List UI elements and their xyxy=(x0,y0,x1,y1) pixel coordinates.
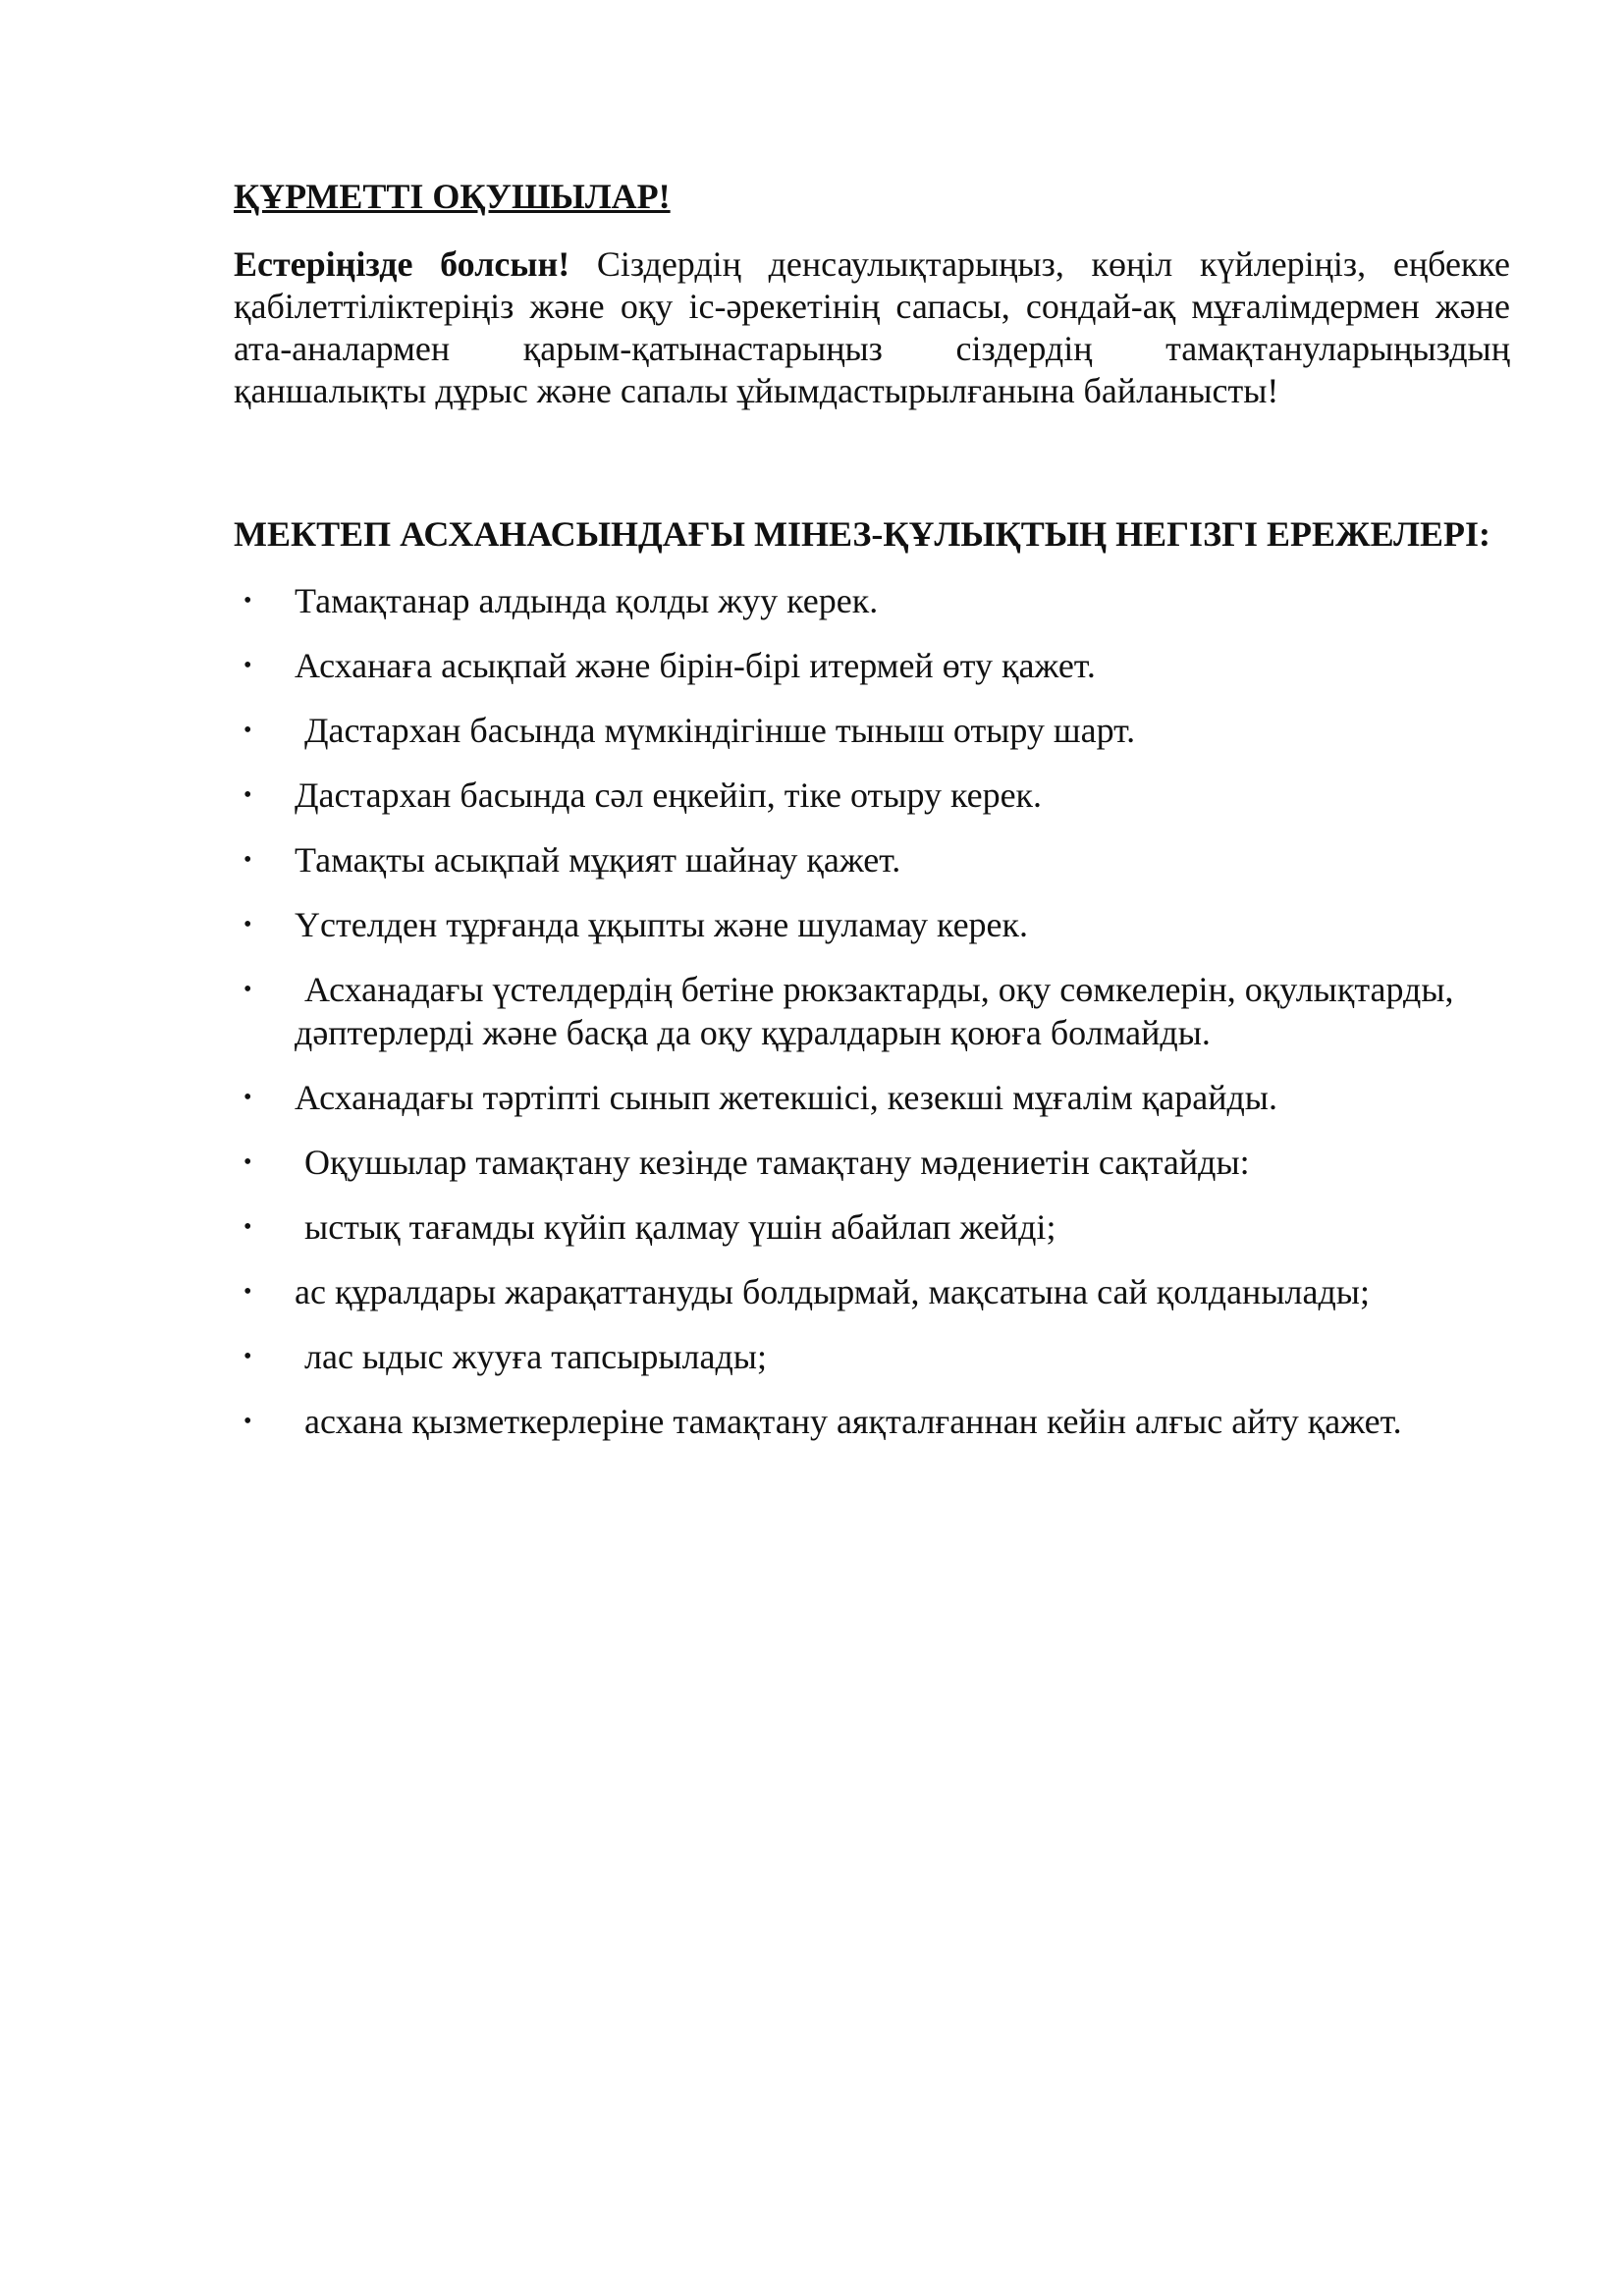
list-item: • Тамақтанар алдында қолды жуу керек. xyxy=(244,581,879,620)
document-page xyxy=(234,175,1510,1465)
bullet-icon: • xyxy=(244,782,252,808)
list-item: • ас құралдары жарақаттануды болдырмай, мақсатына сай қолданылады; xyxy=(244,1272,1370,1311)
rules-list xyxy=(234,579,1510,1443)
bullet-icon: • xyxy=(244,653,252,678)
greeting-title: ҚҰРМЕТТІ ОҚУШЫЛАР! xyxy=(234,177,671,216)
list-item: • Асханадағы тәртіпті сынып жетекшісі, кезекші мұғалім қарайды. xyxy=(244,1078,1277,1117)
bullet-icon: • xyxy=(244,1214,252,1240)
list-item: • ыстық тағамды күйіп қалмау үшін абайлап жейді; xyxy=(244,1207,1056,1247)
bullet-icon: • xyxy=(244,1149,252,1175)
list-item: • асхана қызметкерлеріне тамақтану аяқталғаннан кейін алғыс айту қажет. xyxy=(244,1402,1402,1441)
list-item: • Үстелден тұрғанда ұқыпты және шуламау керек. xyxy=(244,905,1029,944)
list-item: • Дастархан басында мүмкіндігінше тыныш отыру шарт. xyxy=(244,711,1136,750)
bullet-icon: • xyxy=(244,1344,252,1369)
bullet-icon: • xyxy=(244,718,252,743)
list-item: • Дастархан басында сәл еңкейіп, тіке отыру керек. xyxy=(244,775,1043,815)
list-item: • Тамақты асықпай мұқият шайнау қажет. xyxy=(244,840,901,880)
list-item: • Асханадағы үстелдердің бетіне рюкзактарды, оқу сөмкелерін, оқулықтарды, дәптерлерді және басқа да оқу құралдарын қоюға болмайды. xyxy=(244,970,1454,1052)
intro-lead: Естеріңізде болсын! xyxy=(234,244,570,284)
list-item: • Асханаға асықпай және бірін-бірі итермей өту қажет. xyxy=(244,646,1096,685)
bullet-icon: • xyxy=(244,847,252,873)
intro-body: Сіздердің денсаулықтарыңыз, көңіл күйлеріңіз, еңбекке қабілеттіліктеріңіз және оқу іс-әрекетінің сапасы, сондай-ақ мұғалімдермен және ата-аналармен қарым-қатынастарыңыз сіздердің тамақтануларыңыздың қаншалықты дұрыс және сапалы ұйымдастырылғанына байланысты! xyxy=(234,244,1510,410)
bullet-icon: • xyxy=(244,1085,252,1110)
bullet-icon: • xyxy=(244,977,252,1002)
bullet-icon: • xyxy=(244,588,252,614)
bullet-icon: • xyxy=(244,1409,252,1434)
intro-paragraph xyxy=(234,243,1510,412)
bullet-icon: • xyxy=(244,912,252,937)
list-item: • лас ыдыс жууға тапсырылады; xyxy=(244,1337,767,1376)
list-item: • Оқушылар тамақтану кезінде тамақтану мәдениетін сақтайды: xyxy=(244,1143,1250,1182)
bullet-icon: • xyxy=(244,1279,252,1305)
rules-heading: МЕКТЕП АСХАНАСЫНДАҒЫ МІНЕЗ-ҚҰЛЫҚТЫҢ НЕГІЗГІ ЕРЕЖЕЛЕРІ: xyxy=(234,514,1490,554)
